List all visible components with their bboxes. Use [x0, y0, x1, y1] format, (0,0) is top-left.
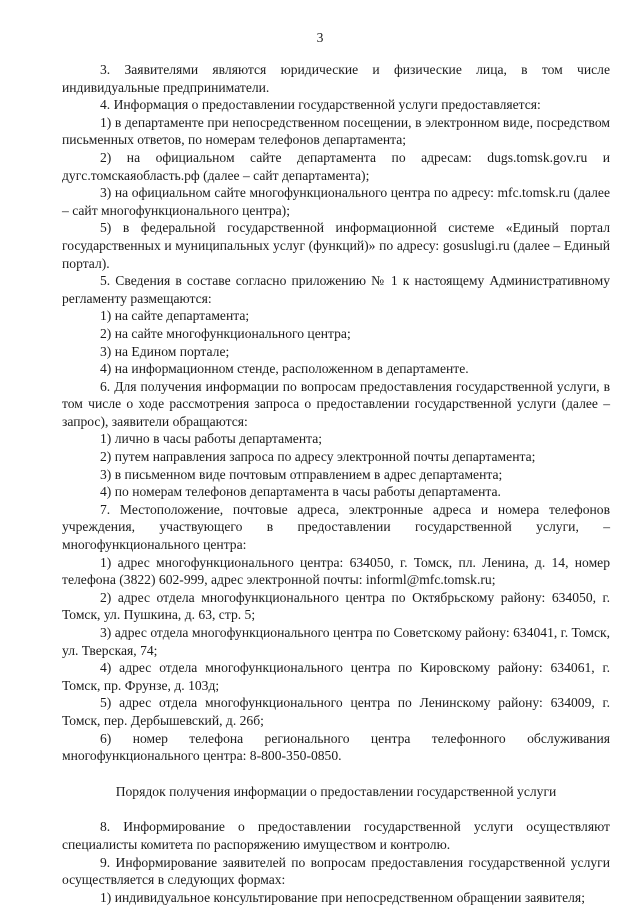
paragraph: 3) в письменном виде почтовым отправлением в адрес департамента;: [100, 466, 503, 482]
paragraph: 4) по номерам телефонов департамента в часы работы департамента.: [100, 484, 501, 500]
paragraph: 1) на сайте департамента;: [100, 308, 250, 324]
paragraph: 1) адрес многофункционального центра: 634050, г. Томск, пл. Ленина, д. 14, номер телефона (3822) 602-999, адрес электронной почты: informl@mfc.tomsk.ru;: [62, 554, 610, 588]
paragraphs-before: [62, 61, 610, 765]
paragraph: 9. Информирование заявителей по вопросам предоставления государственной услуги осуществляется в следующих формах:: [62, 854, 610, 888]
paragraphs-after: [62, 818, 610, 906]
paragraph: 2) на сайте многофункционального центра;: [100, 325, 351, 341]
section-heading: Порядок получения информации о предоставлении государственной услуги: [115, 783, 557, 799]
paragraph: 5) в федеральной государственной информационной системе «Единый портал государственных и муниципальных услуг (функций)» по адресу: gosuslugi.ru (далее – Единый портал).: [62, 220, 610, 271]
paragraph: 4) адрес отдела многофункционального центра по Кировскому району: 634061, г. Томск, пр. Фрунзе, д. 103д;: [62, 660, 610, 693]
paragraph: 1) лично в часы работы департамента;: [100, 431, 323, 447]
paragraph: 3. Заявителями являются юридические и физические лица, в том числе индивидуальные предприниматели.: [62, 62, 610, 95]
paragraph: 1) в департаменте при непосредственном посещении, в электронном виде, посредством письменных ответов, по номерам телефонов департамента;: [62, 114, 610, 148]
paragraph: 4. Информация о предоставлении государственной услуги предоставляется:: [100, 97, 541, 113]
paragraph: 3) на Едином портале;: [100, 343, 230, 359]
paragraph: 2) на официальном сайте департамента по адресам: dugs.tomsk.gov.ru и дугс.томскаяобласть.рф (далее – сайт департамента);: [62, 149, 610, 183]
paragraph: 4) на информационном стенде, расположенном в департаменте.: [100, 361, 469, 377]
paragraph: 6) номер телефона регионального центра телефонного обслуживания многофункционального центра: 8-800-350-0850.: [62, 730, 610, 764]
paragraph: 5) адрес отдела многофункционального центра по Ленинскому району: 634009, г. Томск, пер. Дербышевский, д. 26б;: [62, 695, 610, 728]
paragraph: 3) на официальном сайте многофункционального центра по адресу: mfc.tomsk.ru (далее – сайт многофункционального центра);: [62, 185, 610, 218]
paragraph: 1) индивидуальное консультирование при непосредственном обращении заявителя;: [100, 889, 585, 905]
page-number: 3: [316, 30, 324, 45]
paragraph: 6. Для получения информации по вопросам предоставления государственной услуги, в том числе о ходе рассмотрения запроса о предоставлении государственной услуги (далее – запрос), заявители обращаются:: [62, 378, 610, 429]
paragraph: 2) адрес отдела многофункционального центра по Октябрьскому району: 634050, г. Томск, ул. Пушкина, д. 63, стр. 5;: [62, 589, 610, 623]
paragraph: 2) путем направления запроса по адресу электронной почты департамента;: [100, 449, 536, 465]
document-body: [62, 61, 610, 906]
paragraph: 5. Сведения в составе согласно приложению № 1 к настоящему Административному регламенту размещаются:: [62, 273, 610, 306]
paragraph: 3) адрес отдела многофункционального центра по Советскому району: 634041, г. Томск, ул. Тверская, 74;: [62, 625, 610, 658]
paragraph: 7. Местоположение, почтовые адреса, электронные адреса и номера телефонов учреждения, участвующего в предоставлении государственной услуги, – многофункционального центра:: [62, 501, 610, 553]
paragraph: 8. Информирование о предоставлении государственной услуги осуществляют специалисты комитета по распоряжению имуществом и контролю.: [62, 819, 610, 852]
